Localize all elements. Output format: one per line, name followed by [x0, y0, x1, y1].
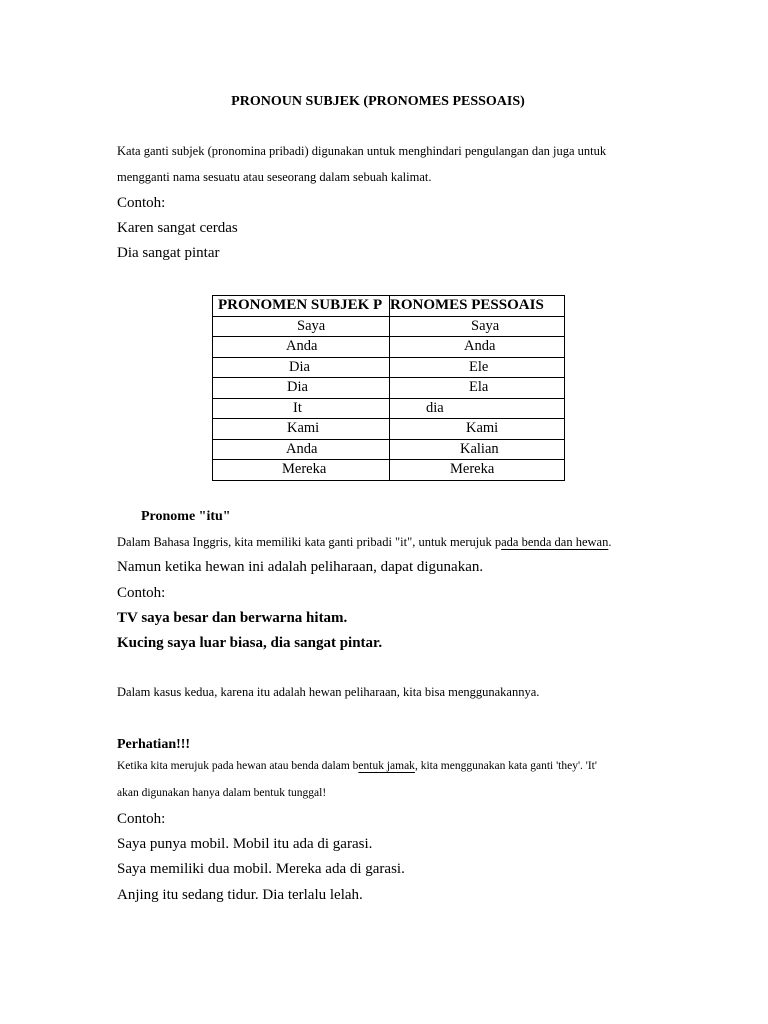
table-cell: Ela	[390, 378, 565, 399]
table-cell: Dia	[213, 357, 390, 378]
itu-line-2: Namun ketika hewan ini adalah peliharaan, dapat digunakan.	[117, 559, 484, 575]
perhatian-heading: Perhatian!!!	[117, 737, 191, 752]
table-row	[213, 378, 565, 399]
table-cell: Anda	[390, 337, 565, 358]
itu-example-2: Kucing saya luar biasa, dia sangat pintar.	[117, 635, 383, 651]
table-cell: Mereka	[213, 460, 390, 481]
itu-heading-text: Pronome "itu"	[141, 509, 231, 524]
itu-example-1: TV saya besar dan berwarna hitam.	[117, 610, 348, 626]
table-header-row	[213, 296, 565, 317]
table-row	[213, 337, 565, 358]
itu-line-1	[117, 535, 611, 550]
table-row	[213, 460, 565, 481]
itu-line-1-text: Dalam Bahasa Inggris, kita memiliki kata ganti pribadi "it", untuk merujuk p	[117, 535, 502, 549]
table-header-cell: PRONOMEN SUBJEK P	[213, 296, 390, 317]
perhatian-line-1-end: , kita menggunakan kata ganti 'they'. 'It'	[414, 760, 597, 772]
table-row	[213, 419, 565, 440]
page-title: PRONOUN SUBJEK (PRONOMES PESSOAIS)	[231, 94, 525, 109]
table-cell: Anda	[213, 337, 390, 358]
table-cell: dia	[390, 398, 565, 419]
itu-note: Dalam kasus kedua, karena itu adalah hewan peliharaan, kita bisa menggunakannya.	[117, 685, 540, 699]
itu-line-1-end: .	[608, 535, 612, 549]
perhatian-example-3: Anjing itu sedang tidur. Dia terlalu lelah.	[117, 887, 363, 903]
table-cell: Mereka	[390, 460, 565, 481]
table-row	[213, 316, 565, 337]
perhatian-line-1-underlined: entuk jamak	[358, 760, 415, 772]
table-cell: Kalian	[390, 439, 565, 460]
table-cell: Ele	[390, 357, 565, 378]
perhatian-line-1-text: Ketika kita merujuk pada hewan atau benda dalam b	[117, 760, 359, 772]
intro-example-2: Dia sangat pintar	[117, 245, 220, 261]
table-cell: Saya	[390, 316, 565, 337]
table-row	[213, 439, 565, 460]
table-row	[213, 398, 565, 419]
intro-line-2: mengganti nama sesuatu atau seseorang dalam sebuah kalimat.	[117, 170, 432, 184]
table-header-cell: RONOMES PESSOAIS	[390, 296, 565, 317]
perhatian-contoh: Contoh:	[117, 811, 166, 827]
table-cell: Saya	[213, 316, 390, 337]
itu-heading	[141, 509, 231, 525]
table-row	[213, 357, 565, 378]
perhatian-example-2: Saya memiliki dua mobil. Mereka ada di garasi.	[117, 861, 405, 877]
table-cell: Dia	[213, 378, 390, 399]
itu-line-1-underlined: ada benda dan hewan	[501, 535, 609, 549]
intro-contoh: Contoh:	[117, 195, 166, 211]
intro-example-1: Karen sangat cerdas	[117, 220, 238, 236]
table-cell: Anda	[213, 439, 390, 460]
table-cell: It	[213, 398, 390, 419]
pronoun-table	[212, 295, 565, 481]
perhatian-line-2: akan digunakan hanya dalam bentuk tunggal!	[117, 787, 327, 799]
perhatian-example-1: Saya punya mobil. Mobil itu ada di garasi.	[117, 836, 373, 852]
itu-contoh: Contoh:	[117, 585, 166, 601]
table-cell: Kami	[390, 419, 565, 440]
table-cell: Kami	[213, 419, 390, 440]
intro-line-1: Kata ganti subjek (pronomina pribadi) digunakan untuk menghindari pengulangan dan juga untuk	[117, 144, 607, 158]
perhatian-line-1	[117, 760, 597, 772]
